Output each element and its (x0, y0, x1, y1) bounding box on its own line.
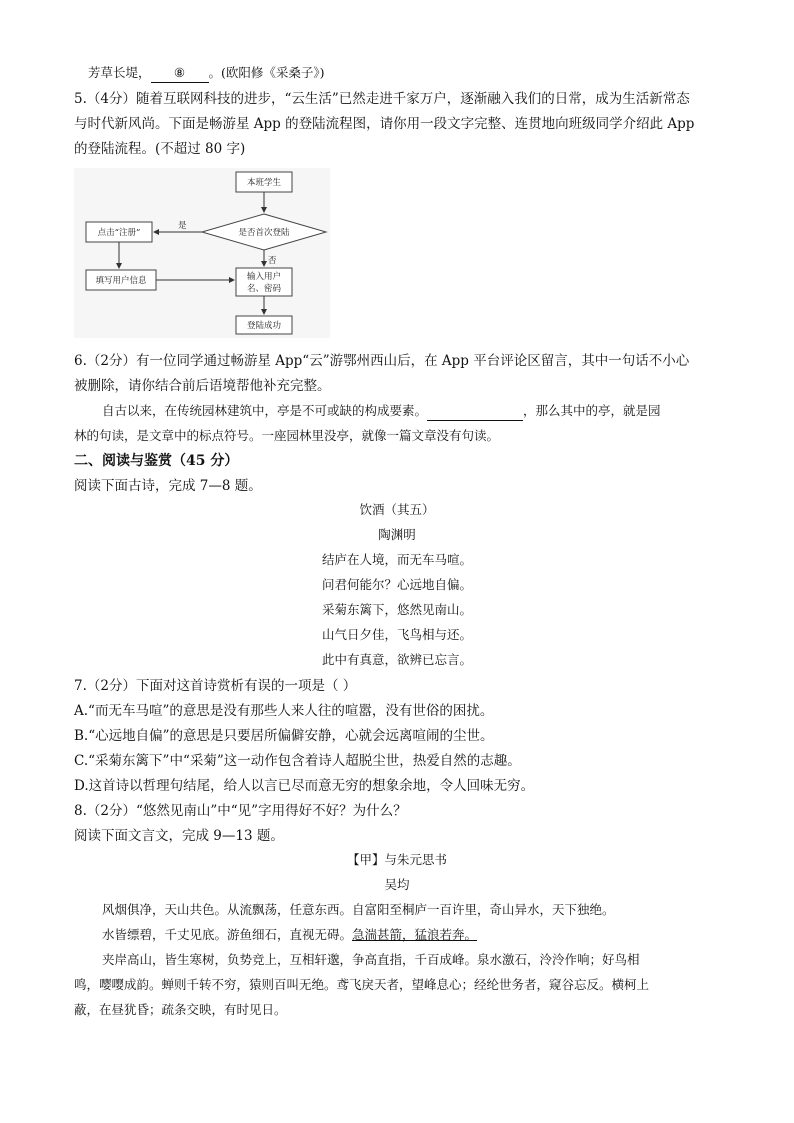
q6-passage-line2: 林的句读，是文章中的标点符号。一座园林里没亭，就像一篇文章没有句读。 (74, 428, 500, 443)
poem-fill-line (88, 64, 325, 83)
prose-author: 吴均 (384, 877, 410, 892)
poem-line-3: 采菊东篱下，悠然见南山。 (321, 602, 472, 617)
prose-para-3-line3: 蔽，在昼犹昏；疏条交映，有时见日。 (74, 1002, 287, 1017)
flow-success-text: 登陆成功 (246, 321, 282, 331)
q6-passage-line1 (102, 402, 661, 421)
q5-line2: 与时代新风尚。下面是畅游星 App 的登陆流程图，请你用一段文字完整、连贯地向班级同学介绍此 App (74, 116, 695, 132)
fill-prefix: 芳草长堤， (88, 65, 151, 80)
flow-no-label: 否 (268, 256, 277, 266)
section-intro: 阅读下面古诗，完成 7—8 题。 (74, 478, 262, 494)
poem-line-4: 山气日夕佳，飞鸟相与还。 (321, 627, 472, 642)
flow-register-text: 点击“注册” (97, 228, 141, 238)
q7-stem: 7.（2分）下面对这首诗赏析有误的一项是（ ） (74, 678, 357, 694)
flow-yes-label: 是 (178, 221, 187, 231)
login-flowchart (74, 168, 330, 338)
prose-para-3-line2: 鸣，嘤嘤成韵。蝉则千转不穷，猿则百叫无绝。鸢飞戾天者，望峰息心；经纶世务者，窥谷忘反。横柯上 (74, 977, 650, 992)
prose-underlined-sentence: 急湍甚箭，猛浪若奔。 (352, 927, 478, 942)
q6-passage-b: ，那么其中的亭，就是园 (523, 403, 661, 418)
q6-line2: 被删除，请你结合前后语境帮他补充完整。 (74, 378, 331, 394)
q5-line3: 的登陆流程。(不超过 80 字) (74, 141, 246, 157)
poem-line-5: 此中有真意，欲辨已忘言。 (321, 652, 472, 667)
section-heading: 二、阅读与鉴赏（45 分） (74, 453, 239, 469)
q8-stem: 8.（2分）“悠然见南山”中“见”字用得好不好？为什么？ (74, 803, 407, 819)
fill-suffix: 。(欧阳修《采桑子》) (208, 65, 325, 80)
poem-author: 陶渊明 (378, 527, 416, 542)
q6-answer-blank[interactable] (427, 402, 523, 421)
flow-fill-info-text: 填写用户信息 (95, 276, 147, 286)
poem-title: 饮酒（其五） (359, 502, 435, 517)
flow-input-text-1: 输入用户 (246, 272, 282, 282)
q6-passage-a: 自古以来，在传统园林建筑中，亭是不可或缺的构成要素。 (102, 403, 428, 418)
prose-para-3-line1: 夹岸高山，皆生寒树，负势竞上，互相轩邈，争高直指，千百成峰。泉水激石，泠泠作响；好鸟相 (102, 952, 640, 967)
q7-option-a: A.“而无车马喧”的意思是没有那些人来人往的喧嚣，没有世俗的困扰。 (74, 703, 494, 719)
answer-blank-8[interactable]: ⑧ (151, 64, 209, 83)
flow-start-text: 本班学生 (246, 178, 282, 188)
prose-para-2 (102, 926, 477, 944)
poem-line-1: 结庐在人境，而无车马喧。 (321, 552, 472, 567)
q7-option-d: D.这首诗以哲理句结尾，给人以言已尽而意无穷的想象余地，令人回味无穷。 (74, 778, 535, 794)
prose-para-1: 风烟俱净，天山共色。从流飘荡，任意东西。自富阳至桐庐一百许里，奇山异水，天下独绝。 (102, 902, 615, 917)
q7-option-b: B.“心远地自偏”的意思是只要居所偏僻安静，心就会远离喧闹的尘世。 (74, 728, 494, 744)
q5-line1: 5.（4分）随着互联网科技的进步，“云生活”已然走进千家万户，逐渐融入我们的日常，成为生活新常态 (74, 91, 690, 107)
q7-option-c: C.“采菊东篱下”中“采菊”这一动作包含着诗人超脱尘世，热爱自然的志趣。 (74, 753, 521, 769)
prose-title: 【甲】与朱元思书 (346, 852, 447, 867)
prose-para-2-a: 水皆缥碧，千丈见底。游鱼细石，直视无碍。 (102, 927, 353, 942)
flow-decision-text: 是否首次登陆 (238, 228, 290, 238)
poem-line-2: 问君何能尔？心远地自偏。 (321, 577, 472, 592)
q6-line1: 6.（2分）有一位同学通过畅游星 App“云”游鄂州西山后，在 App 平台评论区留言，其中一句话不小心 (74, 353, 690, 369)
q9-intro: 阅读下面文言文，完成 9—13 题。 (74, 828, 284, 844)
flow-input-text-2: 名、密码 (246, 284, 282, 294)
